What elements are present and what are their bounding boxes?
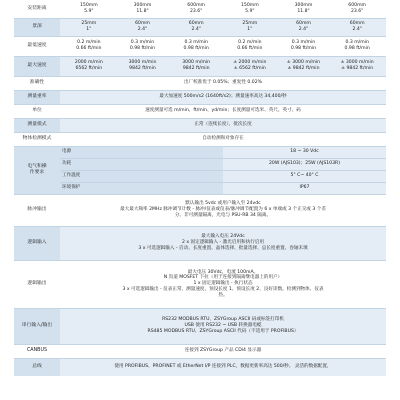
cell: 2.4" (352, 27, 362, 32)
row-label: 单位 (14, 104, 60, 118)
cell: 0.2 m/min (77, 40, 101, 46)
spec-row-power (14, 146, 386, 158)
cell: 0.98 ft/min (290, 46, 317, 51)
text-line: 默认输出 5vdc 或用户输入至 24vdc (185, 201, 261, 207)
cell: 1" (247, 27, 253, 32)
row-label: 准确性 (14, 76, 60, 90)
row-value: IP67 (223, 182, 386, 194)
row-value: 自动检测和对象存在 (60, 132, 386, 146)
cell: 6562 ft/min (75, 66, 103, 71)
row-label: CANBUS (14, 344, 60, 358)
sub-label: 环境保护 (60, 182, 223, 194)
cell: 2.4" (191, 27, 201, 32)
row-label: 总线 (14, 358, 60, 376)
row-label: 脉冲输出 (14, 194, 60, 226)
cell: 5.9" (245, 8, 255, 14)
cell: 0.98 ft/min (344, 46, 370, 51)
label-line: 作要求 (29, 170, 45, 175)
sub-label: 工作温度 (60, 170, 223, 182)
text-line: RS232 MODBUS RTU、ZSYGroup ASCII 码或标签打印机 (162, 317, 284, 323)
spec-row-max-speed (14, 56, 386, 76)
cell: ± 2000 m/min (233, 60, 267, 66)
row-label: 测量重率 (14, 90, 60, 104)
spec-row-depth-of-field (14, 18, 386, 36)
sub-label: 功耗 (60, 158, 223, 170)
spec-row-bus (14, 358, 386, 376)
row-label: 串行输入/输出 (14, 308, 60, 344)
row-value: 5° C~ 40° C (223, 170, 386, 182)
spec-sheet (14, 0, 386, 376)
cell: 60mm (188, 21, 204, 27)
spec-row-logic-output (14, 260, 386, 308)
group-label-electrical (14, 146, 60, 194)
text-line: 1 x 固定逻辑输出 - 执行状态 (193, 281, 253, 287)
text-line: USB 使用 RS232 ~ USB 转换器电缆 (184, 323, 262, 329)
row-label: 安装距离 (14, 0, 60, 18)
row-label: 逻辑输入 (14, 226, 60, 260)
text-line: 2 x 固定逻辑输入 - 激光启用和执行启用 (181, 240, 265, 246)
cell: 600mm (187, 3, 206, 9)
cell: 0.66 ft/min (76, 46, 102, 51)
spec-row-object-detection (14, 132, 386, 146)
cell: 1" (86, 27, 92, 32)
cell: 5.9" (84, 8, 94, 14)
spec-row-logic-input (14, 226, 386, 260)
cell: 0.3 m/min (345, 40, 369, 46)
cell: 2000 m/min (74, 60, 103, 66)
text-line: 3 x 可选逻辑输入 - 启动、长度重置、晶体选择、批量选择、总长度重置、卷轴未填 (138, 245, 308, 251)
text-line: N 沟道 MOSFET 下拉（用于连接到隔离继电器上的用户） (163, 275, 283, 281)
spec-row-min-speed (14, 36, 386, 56)
cell: 3000 m/min (128, 60, 157, 66)
spec-row-serial-io (14, 308, 386, 344)
label-line: 电气和操 (27, 164, 47, 170)
row-label: 最大速度 (14, 56, 60, 76)
cell: 0.2 m/min (238, 40, 262, 46)
cell: 23.6" (189, 8, 203, 14)
row-label: 测量模式 (14, 118, 60, 132)
spec-row-measure-rate (14, 90, 386, 104)
row-value: 速度测量可选 m/min、ft/min、yd/min；长度测量可选米、英尺、英寸、码 (60, 104, 386, 118)
values-imperial (62, 27, 384, 33)
cell: ± 9842 ft/min (341, 66, 374, 71)
cell: 2.4" (137, 27, 148, 32)
text-line: 分、非可测量隔离，光电与 PSU-RB 34 隔离。 (174, 212, 272, 218)
row-value: 18 ~ 30 Vdc (223, 146, 386, 158)
cell: 0.66 ft/min (237, 46, 263, 51)
row-value: 正常（连续长度），批次长度 (60, 118, 386, 132)
text-line: 热。 (218, 292, 228, 298)
text-line: 3 x 可选逻辑输出 - 仪表正常、测量速度、预设长度 1、预设长度 2、良好读数。检测到物体、仪表 (122, 286, 324, 292)
row-value: 出厂校准优于 0.05%；重复性 0.02% (60, 76, 386, 90)
cell: 25mm (81, 21, 97, 27)
values-imperial (62, 66, 384, 72)
row-value: 使用 PROFIBUS、PROFINET 或 EtherNet I/P 连接到 PLC，数据更新率高达 500/秒。 灵活的数据配置， (60, 358, 386, 376)
row-label: 逻辑输出 (14, 260, 60, 308)
cell: 23.6" (350, 8, 364, 14)
cell: 150mm (79, 3, 98, 9)
row-label: 最低速度 (14, 36, 60, 56)
text-line: 最大输入电压 24Vdc (201, 234, 245, 240)
cell: 0.98 ft/min (129, 46, 156, 51)
cell: 25mm (242, 21, 258, 27)
cell: 150mm (240, 3, 259, 9)
cell: 60mm (135, 21, 150, 27)
spec-row-pulse-output (14, 194, 386, 226)
text-line: 最大最大频率 2MHz 脉冲调节计数 - 脉冲/仪表或仪表/脉冲调节配置为 6 x 单端或 3 个正交或 3 个差 (120, 207, 326, 213)
row-value: 最大加速度 500m/s2 (1640ft/s2)；测量速率高达 34,400/秒 (60, 90, 386, 104)
spec-row-canbus (14, 344, 386, 358)
row-label: 景深 (14, 18, 60, 36)
spec-row-measure-mode (14, 118, 386, 132)
cell: 600mm (348, 3, 367, 9)
cell: 300mm (133, 3, 152, 9)
values-imperial (62, 46, 384, 52)
cell: 60mm (349, 21, 365, 27)
spec-row-accuracy (14, 76, 386, 90)
spec-row-temperature (14, 170, 386, 182)
text-line: RS485 MODBUS RTU、ZSYGroup ASCII 代码（不适用于 PROFIBUS） (147, 328, 299, 334)
spec-table (14, 0, 386, 376)
cell: 0.3 m/min (291, 40, 316, 46)
cell: 0.3 m/min (184, 40, 208, 46)
spec-row-protection (14, 182, 386, 194)
text-line: 最大电压 30Vdc，电流 100mA。 (187, 269, 259, 275)
cell: 11.8" (297, 8, 310, 14)
cell: 3000 m/min (182, 60, 211, 66)
spec-row-install-distance (14, 0, 386, 18)
cell: 9842 ft/min (182, 66, 210, 71)
spec-row-consumption (14, 158, 386, 170)
cell: 11.8" (136, 8, 149, 14)
sub-label: 电源 (60, 146, 223, 158)
row-value: 连接到 ZSYGroup 产品 CDi4 显示器 (60, 344, 386, 358)
spec-row-units (14, 104, 386, 118)
cell: 60mm (296, 21, 311, 27)
cell: ± 6562 ft/min (233, 66, 266, 71)
row-value: 20W (AJS103)；25W (AJS103R) (223, 158, 386, 170)
cell: 9842 ft/min (129, 66, 156, 71)
cell: 0.3 m/min (130, 40, 155, 46)
cell: ± 3000 m/min (286, 60, 321, 66)
row-label: 物体检测模式 (14, 132, 60, 146)
cell: 0.98 ft/min (183, 46, 209, 51)
cell: ± 3000 m/min (340, 60, 374, 66)
cell: 300mm (294, 3, 313, 9)
values-imperial (62, 9, 384, 15)
cell: 2.4" (298, 27, 309, 32)
cell: ± 9842 ft/min (287, 66, 320, 71)
